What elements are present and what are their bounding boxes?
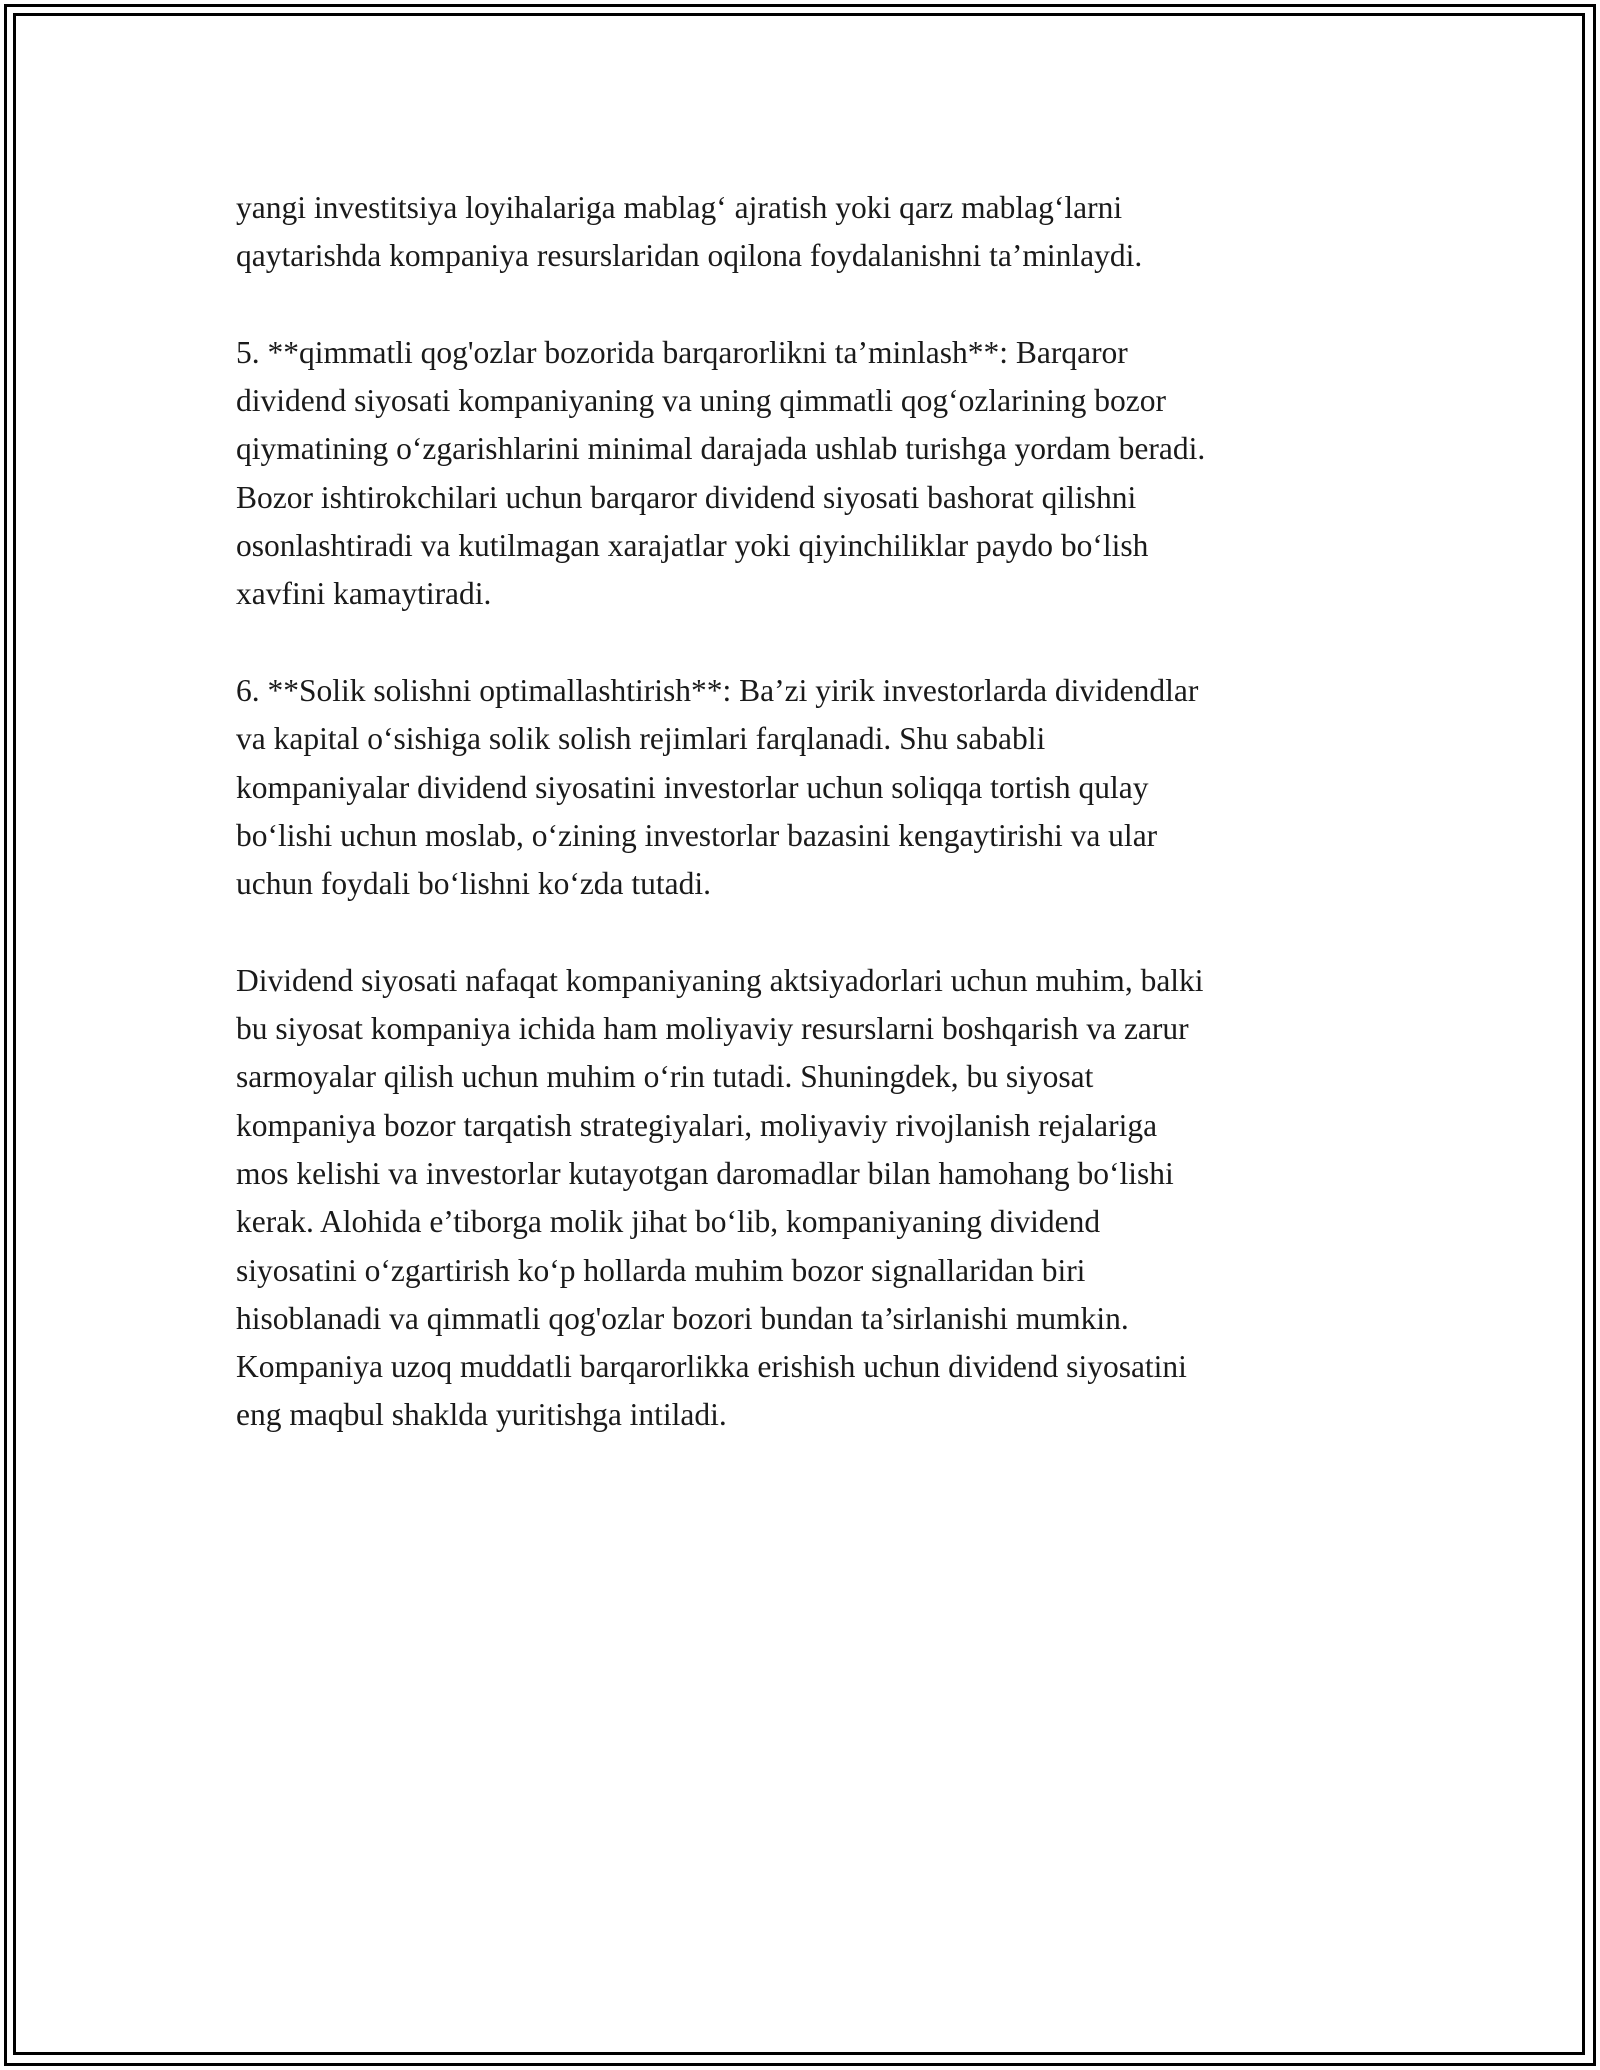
text-line: sarmoyalar qilish uchun muhim o‘rin tutadi. Shuningdek, bu siyosat bbox=[236, 1059, 1094, 1095]
text-line: osonlashtiradi va kutilmagan xarajatlar yoki qiyinchiliklar paydo bo‘lish bbox=[236, 528, 1149, 564]
text-line: Kompaniya uzoq muddatli barqarorlikka erishish uchun dividend siyosatini bbox=[236, 1349, 1187, 1385]
text-line: siyosatini o‘zgartirish ko‘p hollarda muhim bozor signallaridan biri bbox=[236, 1252, 1086, 1288]
text-line: 6. **Solik solishni optimallashtirish**: Ba’zi yirik investorlarda dividendlar bbox=[236, 672, 1199, 708]
text-line: uchun foydali bo‘lishni ko‘zda tutadi. bbox=[236, 866, 712, 902]
text-line: qiymatining o‘zgarishlarini minimal darajada ushlab turishga yordam beradi. bbox=[236, 431, 1206, 467]
text-line: va kapital o‘sishiga solik solish rejimlari farqlanadi. Shu sababli bbox=[236, 721, 1046, 757]
text-line: qaytarishda kompaniya resurslaridan oqilona foydalanishni ta’minlaydi. bbox=[236, 238, 1143, 274]
text-line: kompaniya bozor tarqatish strategiyalari, moliyaviy rivojlanish rejalariga bbox=[236, 1107, 1158, 1143]
text-line: bo‘lishi uchun moslab, o‘zining investorlar bazasini kengaytirishi va ular bbox=[236, 817, 1158, 853]
text-line: kompaniyalar dividend siyosatini investorlar uchun soliqqa tortish qulay bbox=[236, 769, 1149, 805]
paragraph-conclusion bbox=[236, 957, 1386, 1440]
text-line: mos kelishi va investorlar kutayotgan daromadlar bilan hamohang bo‘lishi bbox=[236, 1155, 1174, 1191]
paragraph-intro-continuation bbox=[236, 184, 1386, 281]
document-body bbox=[236, 184, 1386, 1488]
text-line: Bozor ishtirokchilari uchun barqaror dividend siyosati bashorat qilishni bbox=[236, 479, 1137, 515]
text-line: eng maqbul shaklda yuritishga intiladi. bbox=[236, 1397, 727, 1433]
text-line: hisoblanadi va qimmatli qog'ozlar bozori bundan ta’sirlanishi mumkin. bbox=[236, 1300, 1129, 1336]
paragraph-item-6 bbox=[236, 667, 1386, 908]
text-line: bu siyosat kompaniya ichida ham moliyaviy resurslarni boshqarish va zarur bbox=[236, 1011, 1189, 1047]
text-line: kerak. Alohida e’tiborga molik jihat bo‘lib, kompaniyaning dividend bbox=[236, 1204, 1101, 1240]
text-line: Dividend siyosati nafaqat kompaniyaning aktsiyadorlari uchun muhim, balki bbox=[236, 962, 1204, 998]
text-line: dividend siyosati kompaniyaning va uning qimmatli qog‘ozlarining bozor bbox=[236, 383, 1166, 419]
text-line: yangi investitsiya loyihalariga mablag‘ ajratish yoki qarz mablag‘larni bbox=[236, 190, 1123, 225]
text-line: 5. **qimmatli qog'ozlar bozorida barqarorlikni ta’minlash**: Barqaror bbox=[236, 334, 1128, 370]
text-line: xavfini kamaytiradi. bbox=[236, 576, 492, 612]
paragraph-item-5 bbox=[236, 329, 1386, 619]
